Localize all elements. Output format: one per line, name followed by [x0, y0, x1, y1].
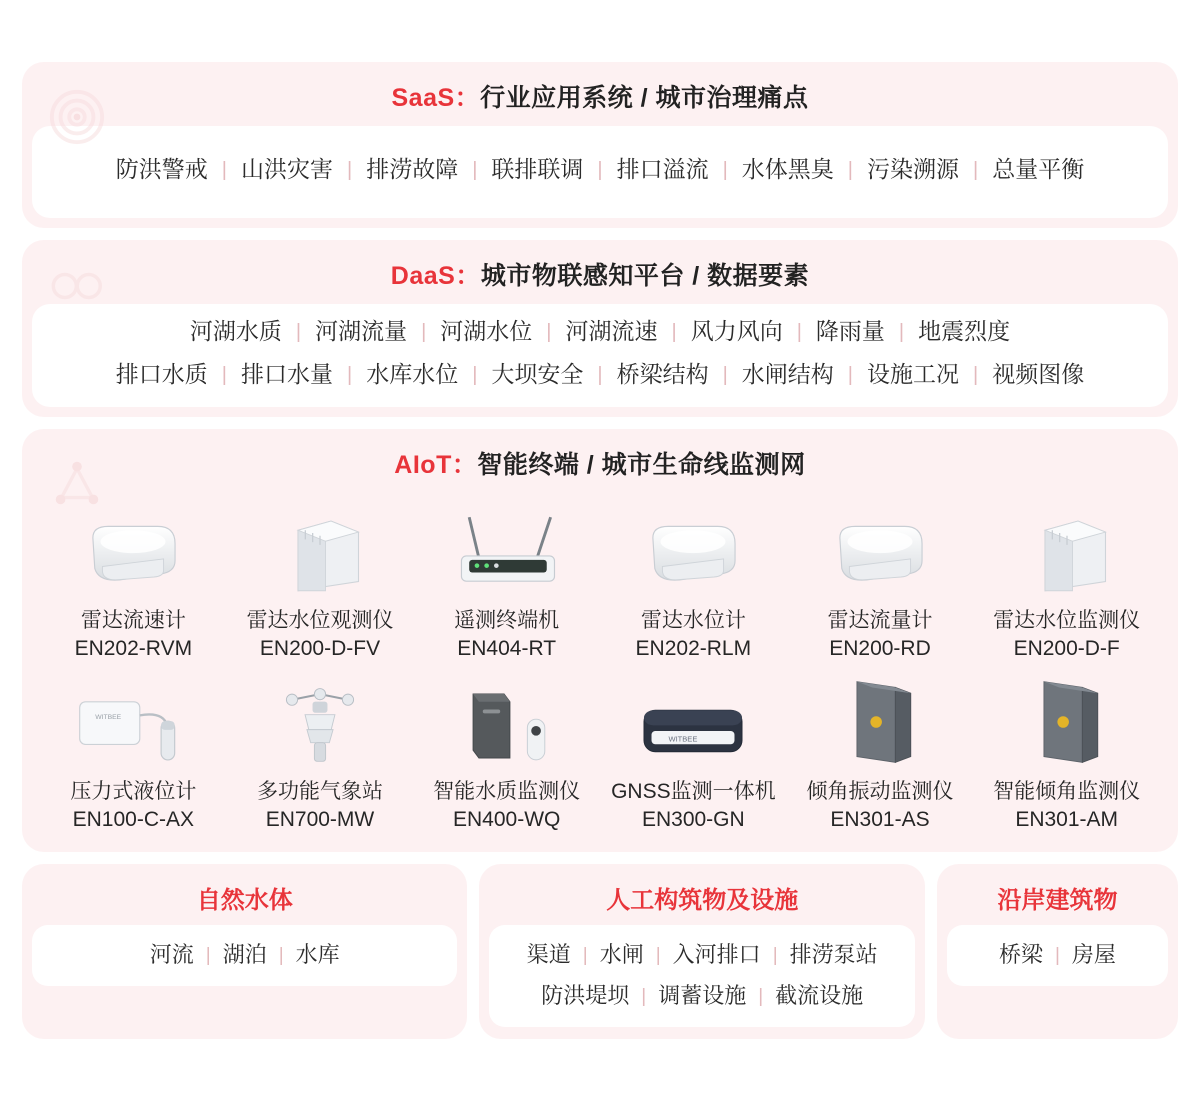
network-node-icon	[48, 455, 106, 513]
category-line	[495, 935, 908, 976]
separator: |	[346, 158, 353, 181]
natural-water-title: 自然水体	[196, 887, 293, 915]
radar-sensor-white-icon	[789, 503, 972, 599]
separator: |	[472, 364, 478, 387]
device-card[interactable]	[40, 670, 227, 835]
tag-item[interactable]: 防洪警戒	[115, 156, 208, 182]
device-name: 智能水质监测仪	[433, 779, 581, 803]
device-card[interactable]	[413, 670, 600, 835]
aiot-panel	[22, 429, 1178, 852]
artificial-structures-items	[489, 925, 914, 1026]
tag-item[interactable]: 河湖水质	[189, 317, 282, 344]
separator: |	[847, 364, 853, 387]
device-card[interactable]	[227, 670, 414, 835]
device-model: EN301-AS	[830, 808, 930, 832]
saas-items-body	[32, 126, 1168, 218]
separator: |	[597, 158, 603, 181]
tilt-sensor-grey-icon	[789, 674, 972, 770]
radar-sensor-white-icon	[42, 503, 225, 599]
category-item[interactable]: 湖泊	[222, 942, 267, 968]
device-name: 雷达水位观测仪	[246, 609, 394, 633]
device-model: EN404-RT	[457, 637, 557, 661]
device-model: EN100-C-AX	[72, 808, 195, 832]
separator: |	[546, 320, 552, 343]
shore-buildings-items	[947, 925, 1168, 986]
separator: |	[973, 158, 979, 181]
svg-text:WITBEE: WITBEE	[95, 713, 122, 721]
device-name: 智能倾角监测仪	[993, 779, 1141, 803]
tag-item[interactable]: 风力风向	[690, 317, 783, 344]
natural-water-items	[32, 925, 457, 986]
category-item[interactable]: 调蓄设施	[658, 983, 747, 1009]
category-line	[495, 976, 908, 1017]
artificial-structures-title: 人工构筑物及设施	[606, 887, 799, 915]
tag-item[interactable]: 水库水位	[366, 361, 459, 388]
pressure-level-gauge-icon	[42, 674, 225, 770]
device-model: EN200-D-FV	[259, 637, 381, 661]
separator: |	[421, 320, 427, 343]
saas-panel	[22, 62, 1178, 228]
device-model: EN300-GN	[641, 808, 745, 832]
device-card[interactable]	[40, 499, 227, 664]
device-card[interactable]	[600, 499, 787, 664]
tag-item[interactable]: 河湖流速	[565, 317, 658, 344]
separator: |	[346, 364, 353, 387]
weather-station-icon	[229, 674, 412, 770]
radar-icon	[48, 88, 106, 146]
tag-item[interactable]: 降雨量	[815, 317, 885, 344]
device-model: EN200-RD	[829, 637, 931, 661]
separator: |	[278, 945, 284, 967]
shore-buildings-title: 沿岸建筑物	[997, 887, 1118, 915]
separator: |	[641, 985, 647, 1007]
separator: |	[796, 320, 802, 343]
separator: |	[722, 364, 728, 387]
category-item[interactable]: 排涝泵站	[789, 942, 878, 968]
tag-item[interactable]: 地震烈度	[918, 317, 1011, 344]
tilt-sensor-grey-icon	[975, 674, 1158, 770]
saas-title-text: 行业应用系统 / 城市治理痛点	[480, 84, 809, 112]
tag-item[interactable]: 总量平衡	[992, 156, 1085, 182]
category-item[interactable]: 渠道	[526, 942, 571, 968]
separator: |	[722, 158, 728, 181]
saas-title-key: SaaS：	[391, 84, 481, 112]
rtu-router-icon	[415, 503, 598, 599]
device-card[interactable]	[227, 499, 414, 664]
tag-item[interactable]: 排口水质	[115, 361, 208, 388]
daas-title-text: 城市物联感知平台 / 数据要素	[480, 261, 810, 290]
category-line	[38, 935, 451, 976]
separator: |	[758, 985, 764, 1007]
tag-item[interactable]: 污染溯源	[867, 156, 959, 182]
infinity-icon	[48, 266, 106, 324]
category-item[interactable]: 防洪堤坝	[541, 983, 630, 1009]
category-line	[953, 935, 1162, 976]
tag-item[interactable]: 设施工况	[867, 361, 959, 388]
water-quality-meter-icon	[415, 674, 598, 770]
saas-item-list	[32, 138, 1168, 206]
device-card[interactable]	[787, 499, 974, 664]
device-model: EN700-MW	[265, 808, 375, 832]
tag-item[interactable]: 河湖水位	[440, 317, 533, 344]
daas-panel	[22, 240, 1178, 417]
device-model: EN301-AM	[1015, 808, 1119, 832]
device-model: EN202-RLM	[635, 637, 752, 661]
category-item[interactable]: 水闸	[599, 942, 644, 968]
device-model: EN400-WQ	[452, 808, 561, 832]
radar-sensor-white-icon	[602, 503, 785, 599]
device-card[interactable]	[600, 670, 787, 835]
tag-item[interactable]: 水体黑臭	[741, 156, 834, 182]
device-card[interactable]	[973, 499, 1160, 664]
category-item[interactable]: 桥梁	[998, 942, 1043, 968]
tag-item[interactable]: 桥梁结构	[616, 361, 709, 388]
daas-item-row-2	[32, 353, 1168, 397]
shore-buildings-card	[937, 864, 1178, 1038]
tag-item[interactable]: 河湖流量	[315, 317, 408, 344]
separator: |	[597, 364, 603, 387]
category-item[interactable]: 水库	[295, 942, 340, 968]
tag-item[interactable]: 排涝故障	[366, 156, 459, 182]
separator: |	[772, 945, 778, 967]
daas-title-key: DaaS：	[390, 261, 481, 290]
device-name: 雷达水位监测仪	[993, 609, 1141, 633]
separator: |	[973, 364, 979, 387]
svg-text:WITBEE: WITBEE	[668, 734, 698, 744]
daas-item-row-1	[32, 310, 1168, 354]
separator: |	[295, 320, 302, 343]
device-card[interactable]	[413, 499, 600, 664]
separator: |	[655, 945, 661, 967]
category-item[interactable]: 截流设施	[775, 983, 864, 1009]
separator: |	[582, 945, 588, 967]
device-model: EN200-D-F	[1013, 637, 1120, 661]
device-name: 倾角振动监测仪	[806, 779, 954, 803]
aiot-device-grid	[22, 493, 1178, 852]
tag-item[interactable]: 联排联调	[491, 156, 584, 182]
natural-water-card	[22, 864, 467, 1038]
category-item[interactable]: 入河排口	[672, 942, 761, 968]
tag-item[interactable]: 水闸结构	[741, 361, 834, 388]
aiot-title	[22, 429, 1178, 493]
separator: |	[221, 364, 227, 387]
artificial-structures-card	[479, 864, 924, 1038]
category-item[interactable]: 房屋	[1071, 942, 1116, 968]
device-name: GNSS监测一体机	[611, 779, 776, 803]
gnss-unit-icon	[602, 674, 785, 770]
device-name: 雷达流量计	[827, 609, 933, 633]
daas-title	[22, 240, 1178, 304]
device-model: EN202-RVM	[74, 637, 193, 661]
tag-item[interactable]: 排口水量	[240, 361, 333, 388]
device-name: 雷达流速计	[80, 609, 186, 633]
device-name: 压力式液位计	[70, 779, 197, 803]
aiot-title-key: AIoT：	[394, 451, 478, 480]
tag-item[interactable]: 排口溢流	[616, 156, 709, 182]
separator: |	[1054, 945, 1060, 967]
device-card[interactable]	[973, 670, 1160, 835]
device-name: 遥测终端机	[454, 609, 560, 633]
separator: |	[898, 320, 905, 343]
tag-item[interactable]: 山洪灾害	[240, 156, 333, 182]
device-card[interactable]	[787, 670, 974, 835]
separator: |	[472, 158, 478, 181]
separator: |	[671, 320, 677, 343]
tag-item[interactable]: 视频图像	[992, 361, 1085, 388]
object-categories-row	[22, 864, 1178, 1038]
category-item[interactable]: 河流	[149, 942, 194, 968]
daas-items-body	[32, 304, 1168, 407]
separator: |	[221, 158, 227, 181]
box-sensor-white-icon	[229, 503, 412, 599]
device-name: 雷达水位计	[640, 609, 746, 633]
saas-title	[22, 62, 1178, 126]
separator: |	[847, 158, 853, 181]
box-sensor-white-icon	[975, 503, 1158, 599]
separator: |	[205, 945, 211, 967]
aiot-title-text: 智能终端 / 城市生命线监测网	[477, 451, 806, 480]
tag-item[interactable]: 大坝安全	[491, 361, 584, 388]
device-name: 多功能气象站	[256, 779, 383, 803]
